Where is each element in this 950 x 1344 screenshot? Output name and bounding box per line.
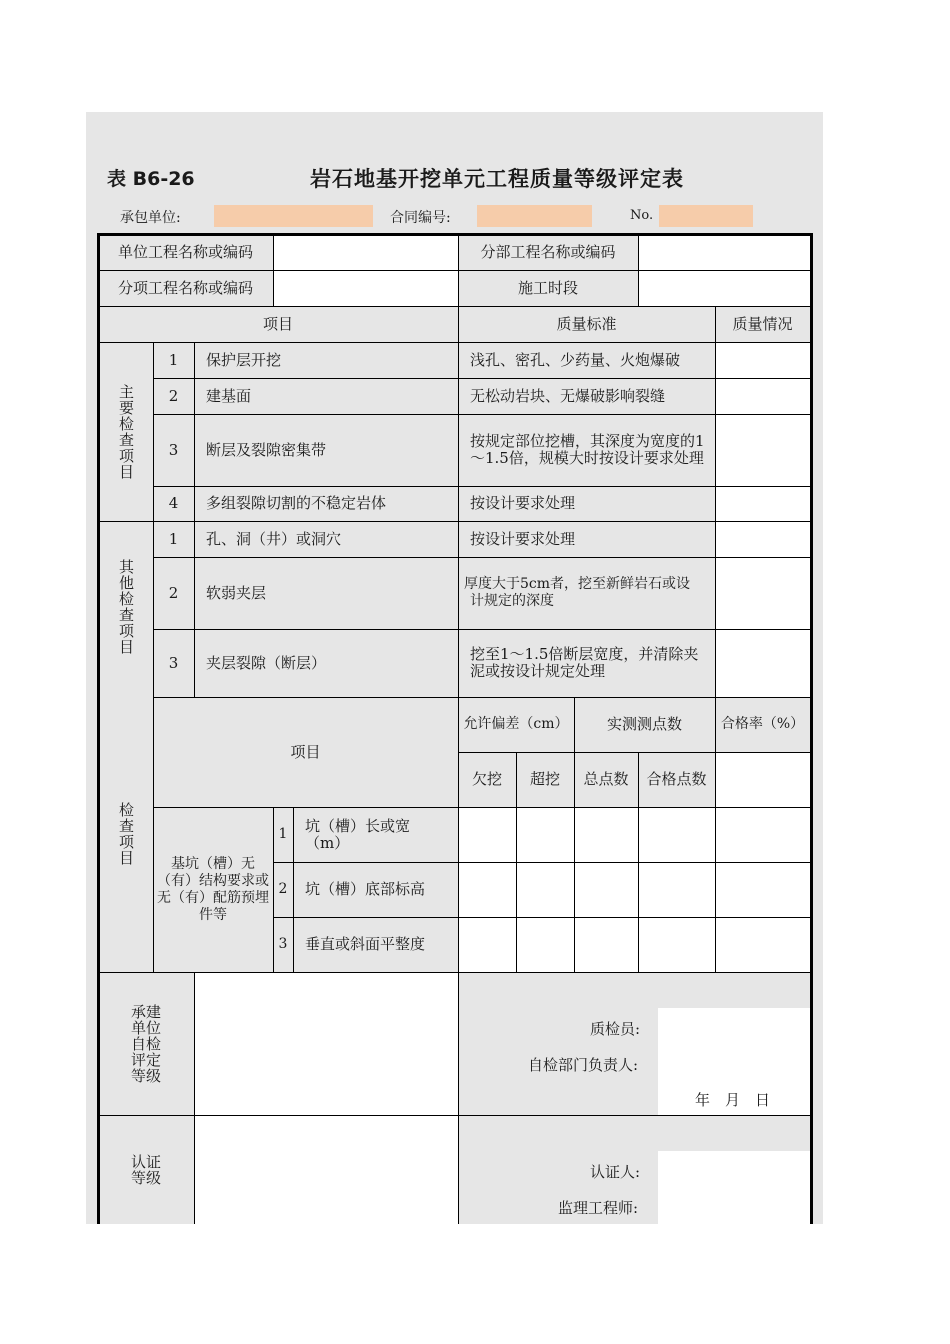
unit-project-value[interactable] xyxy=(273,235,458,270)
form-title: 岩石地基开挖单元工程质量等级评定表 xyxy=(310,167,684,191)
other-item-no: 3 xyxy=(168,653,179,672)
main-item-standard: 按设计要求处理 xyxy=(470,494,576,512)
main-item-no: 1 xyxy=(168,350,179,369)
grid-line xyxy=(153,486,810,487)
grid-line xyxy=(638,752,639,972)
grid-line xyxy=(273,862,810,863)
no-input[interactable] xyxy=(659,205,753,227)
contract-no-label: 合同编号: xyxy=(390,210,451,226)
grid-line xyxy=(98,1115,810,1116)
other-item-no: 2 xyxy=(168,583,179,602)
self-check-label: 承建单位自检评定等级 xyxy=(130,1002,161,1085)
other-item-standard-line: 计规定的深度 xyxy=(470,593,554,609)
other-item-name: 孔、洞（井）或洞穴 xyxy=(206,529,342,548)
grid-line xyxy=(98,270,810,271)
other-item-standard: 按设计要求处理 xyxy=(470,529,576,548)
quality-main-1[interactable] xyxy=(715,342,810,378)
dept-head-label: 自检部门负责人: xyxy=(528,1056,639,1074)
table-border-right xyxy=(810,233,813,1224)
standard-header: 质量标准 xyxy=(556,314,617,333)
contractor-input[interactable] xyxy=(214,205,373,227)
grid-line xyxy=(153,807,810,808)
main-item-standard: 按规定部位挖槽，其深度为宽度的1～1.5倍，规模大时按设计要求处理 xyxy=(470,432,705,467)
grid-line xyxy=(153,378,810,379)
quality-other-1[interactable] xyxy=(715,521,810,557)
certify-sign-area[interactable] xyxy=(658,1151,810,1224)
main-items-group-label: 主要检查项目 xyxy=(117,383,135,480)
total-points-header: 总点数 xyxy=(583,770,629,788)
main-item-no: 3 xyxy=(168,440,179,459)
other-item-no: 1 xyxy=(168,529,179,548)
unit-project-label: 单位工程名称或编码 xyxy=(117,243,253,261)
measure-item-header: 项目 xyxy=(290,742,321,761)
other-item-name: 夹层裂隙（断层） xyxy=(206,653,327,672)
certify-label: 认证等级 xyxy=(130,1152,161,1187)
other-item-standard xyxy=(458,557,715,629)
division-project-label: 分部工程名称或编码 xyxy=(480,243,616,261)
main-item-name: 断层及裂隙密集带 xyxy=(206,440,327,459)
grid-line xyxy=(458,235,459,1224)
sign-date: 年 月 日 xyxy=(695,1091,771,1109)
pass-rate-header: 合格率（%） xyxy=(720,716,805,732)
other-item-standard-line: 厚度大于5cm者，挖至新鲜岩石或设 xyxy=(464,576,691,592)
main-item-no: 4 xyxy=(168,494,179,512)
subitem-project-label: 分项工程名称或编码 xyxy=(117,278,253,297)
grid-line xyxy=(153,629,810,630)
measure-grid[interactable] xyxy=(458,807,810,972)
certify-grade-value[interactable] xyxy=(194,1115,458,1224)
grid-line xyxy=(98,306,810,307)
grid-line xyxy=(574,697,575,972)
grid-line xyxy=(153,557,810,558)
grid-line xyxy=(98,972,810,973)
main-item-no: 2 xyxy=(168,386,179,405)
supervisor-label: 监理工程师: xyxy=(558,1199,639,1217)
grid-line xyxy=(273,807,274,972)
over-dig-header: 超挖 xyxy=(529,770,560,788)
other-item-standard: 挖至1～1.5倍断层宽度，并清除夹泥或按设计规定处理 xyxy=(470,645,699,680)
passed-points-header: 合格点数 xyxy=(646,770,707,788)
item-header: 项目 xyxy=(262,314,293,333)
main-item-name: 建基面 xyxy=(206,386,252,405)
main-item-standard: 浅孔、密孔、少药量、火炮爆破 xyxy=(470,350,681,369)
grid-line xyxy=(98,342,810,343)
certifier-label: 认证人: xyxy=(590,1163,641,1181)
grid-line xyxy=(516,752,517,972)
grid-line xyxy=(715,697,716,972)
pass-rate-header-value[interactable] xyxy=(715,752,810,807)
grid-line xyxy=(293,807,294,972)
quality-main-4[interactable] xyxy=(715,486,810,521)
grid-line xyxy=(273,235,274,306)
measure-row-name: 坑（槽）长或宽（m） xyxy=(305,816,411,852)
table-border-top xyxy=(97,233,813,236)
subitem-project-value[interactable] xyxy=(273,270,458,306)
measured-points-header: 实测测点数 xyxy=(606,715,682,733)
grid-line xyxy=(273,917,810,918)
grid-line xyxy=(715,306,716,697)
construction-period-label: 施工时段 xyxy=(517,278,578,297)
grid-line xyxy=(98,521,810,522)
grid-line xyxy=(153,414,810,415)
measure-row-no: 1 xyxy=(278,826,288,842)
measure-row-no: 2 xyxy=(278,881,288,897)
measure-row-name: 垂直或斜面平整度 xyxy=(305,935,426,953)
grid-line xyxy=(458,752,810,753)
grid-line xyxy=(153,697,810,698)
quality-other-3[interactable] xyxy=(715,629,810,697)
grid-line xyxy=(194,342,195,697)
contractor-label: 承包单位: xyxy=(120,210,181,226)
contract-no-input[interactable] xyxy=(477,205,592,227)
main-item-name: 保护层开挖 xyxy=(206,350,282,369)
quality-main-3[interactable] xyxy=(715,414,810,486)
no-label: No. xyxy=(630,208,654,223)
tolerance-header: 允许偏差（cm） xyxy=(463,716,569,732)
main-item-standard: 无松动岩块、无爆破影响裂缝 xyxy=(470,386,666,405)
grid-line xyxy=(194,972,195,1224)
other-item-name: 软弱夹层 xyxy=(206,583,267,602)
measure-subgroup-label: 基坑（槽）无（有）结构要求或无（有）配筋预埋件等 xyxy=(157,855,269,923)
form-code: 表 B6-26 xyxy=(107,168,195,190)
self-check-grade-value[interactable] xyxy=(194,972,458,1115)
construction-period-value[interactable] xyxy=(638,270,810,306)
inspector-label: 质检员: xyxy=(590,1020,641,1038)
quality-header: 质量情况 xyxy=(732,314,793,333)
measure-row-no: 3 xyxy=(278,936,288,952)
under-dig-header: 欠挖 xyxy=(471,770,502,788)
grid-line xyxy=(153,342,154,972)
measure-group-label: 检查项目 xyxy=(117,802,135,866)
measure-row-name: 坑（槽）底部标高 xyxy=(305,880,426,898)
other-items-group-label: 其他检查项目 xyxy=(117,559,135,655)
grid-line xyxy=(638,235,639,306)
quality-other-2[interactable] xyxy=(715,557,810,629)
main-item-name: 多组裂隙切割的不稳定岩体 xyxy=(206,494,387,512)
table-border-left xyxy=(97,233,100,1224)
division-project-value[interactable] xyxy=(638,235,810,270)
quality-main-2[interactable] xyxy=(715,378,810,414)
